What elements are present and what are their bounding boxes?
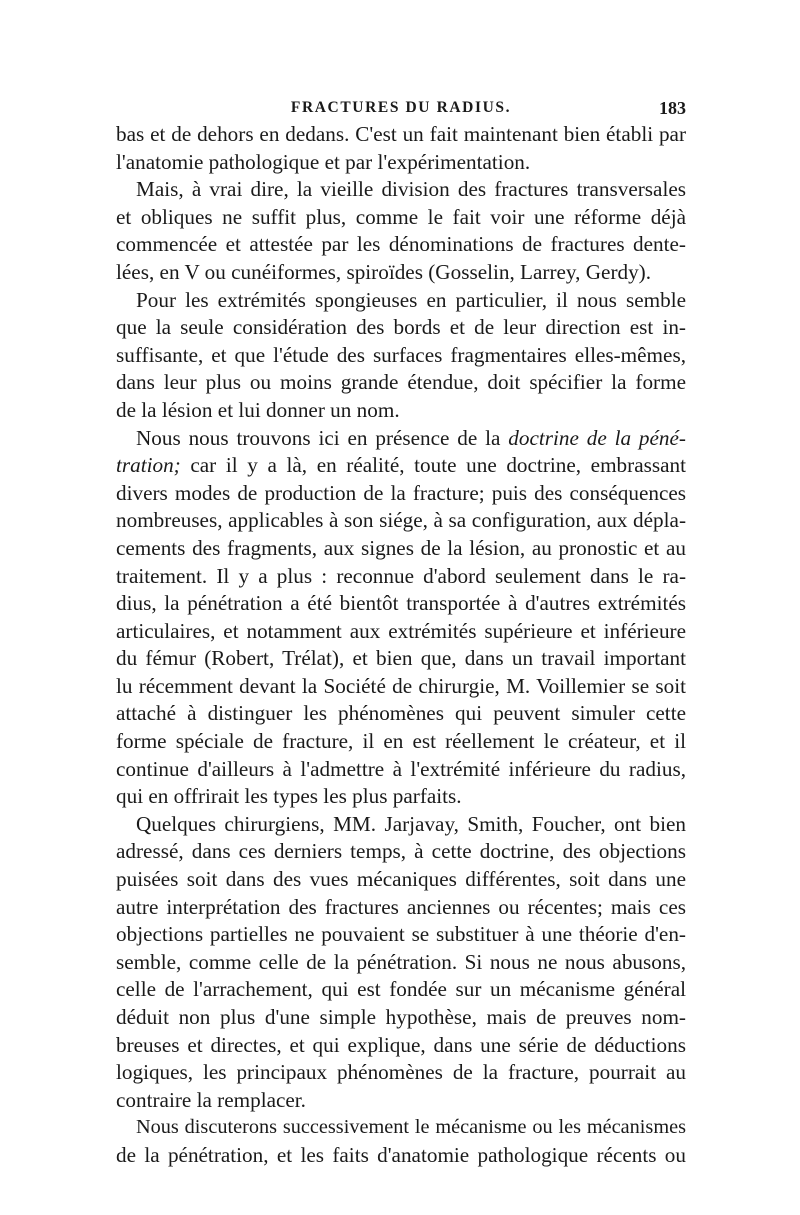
- italic-text: doctrine de la péné-: [508, 425, 686, 450]
- text-segment: dans leur plus ou moins grande étendue, doit spécifier la forme: [116, 370, 686, 395]
- text-segment: l'anatomie pathologique et par l'expérimentation.: [116, 149, 531, 174]
- text-segment: forme spéciale de fracture, il en est réellement le créateur, et il: [116, 729, 686, 754]
- text-segment: autre interprétation des fractures anciennes ou récentes; mais ces: [116, 894, 686, 919]
- text-line: [116, 535, 686, 563]
- text-segment: Nous nous trouvons ici en présence de la: [136, 425, 509, 450]
- text-segment: lu récemment devant la Société de chirurgie, M. Voillemier se soit: [116, 673, 686, 698]
- text-line: [116, 1087, 686, 1115]
- text-segment: que la seule considération des bords et de leur direction est in-: [116, 315, 686, 340]
- text-line: [116, 314, 686, 342]
- text-line: [116, 231, 686, 259]
- text-line: [116, 1032, 686, 1060]
- text-segment: Mais, à vrai dire, la vieille division des fractures transversales: [136, 177, 686, 202]
- italic-text: tration;: [116, 453, 181, 478]
- text-segment: puisées soit dans des vues mécaniques différentes, soit dans une: [116, 867, 686, 892]
- text-line: [116, 563, 686, 591]
- text-line: [116, 397, 686, 425]
- text-line: [116, 645, 686, 673]
- text-line: [116, 700, 686, 728]
- text-segment: articulaires, et notamment aux extrémités supérieure et inférieure: [116, 618, 686, 643]
- text-segment: breuses et directes, et qui explique, dans une série de déductions: [116, 1032, 686, 1057]
- text-line: [116, 783, 686, 811]
- text-line: [116, 1004, 686, 1032]
- text-segment: Quelques chirurgiens, MM. Jarjavay, Smith, Foucher, ont bien: [136, 811, 686, 836]
- text-line: [116, 287, 686, 315]
- text-segment: objections partielles ne pouvaient se substituer à une théorie d'en-: [116, 922, 686, 947]
- text-segment: car il y a là, en réalité, toute une doctrine, embrassant: [180, 453, 686, 478]
- text-line: [116, 259, 686, 287]
- text-segment: et obliques ne suffit plus, comme le fait voir une réforme déjà: [116, 204, 686, 229]
- text-segment: adressé, dans ces derniers temps, à cette doctrine, des objections: [116, 839, 686, 864]
- text-line: [116, 949, 686, 977]
- text-line: [116, 976, 686, 1004]
- text-segment: cements des fragments, aux signes de la lésion, au pronostic et au: [116, 535, 686, 560]
- text-line: [116, 1059, 686, 1087]
- text-segment: celle de l'arrachement, qui est fondée sur un mécanisme général: [116, 977, 686, 1002]
- text-line: [116, 894, 686, 922]
- text-segment: contraire la remplacer.: [116, 1087, 306, 1112]
- text-line: [116, 590, 686, 618]
- text-line: [116, 507, 686, 535]
- text-line: [116, 480, 686, 508]
- text-line: [116, 1142, 686, 1170]
- text-line: [116, 121, 686, 149]
- text-line: [116, 811, 686, 839]
- text-segment: de la lésion et lui donner un nom.: [116, 397, 400, 422]
- text-line: [116, 342, 686, 370]
- text-segment: logiques, les principaux phénomènes de la fracture, pourrait au: [116, 1060, 686, 1085]
- text-segment: traitement. Il y a plus : reconnue d'abord seulement dans le ra-: [116, 563, 686, 588]
- text-line: [116, 452, 686, 480]
- text-segment: attaché à distinguer les phénomènes qui peuvent simuler cette: [116, 701, 686, 726]
- text-line: [116, 1114, 686, 1142]
- text-segment: dius, la pénétration a été bientôt transportée à d'autres extrémités: [116, 591, 686, 616]
- text-line: [116, 866, 686, 894]
- text-segment: Pour les extrémités spongieuses en particulier, il nous semble: [136, 287, 686, 312]
- text-line: [116, 176, 686, 204]
- text-segment: semble, comme celle de la pénétration. Si nous ne nous abusons,: [116, 949, 686, 974]
- text-line: [116, 838, 686, 866]
- text-segment: qui en offrirait les types les plus parfaits.: [116, 784, 462, 809]
- text-segment: de la pénétration, et les faits d'anatomie pathologique récents ou: [116, 1142, 686, 1167]
- text-line: [116, 149, 686, 177]
- text-segment: divers modes de production de la fracture; puis des conséquences: [116, 480, 686, 505]
- text-segment: Nous discuterons successivement le mécanisme ou les mécanismes: [136, 1116, 686, 1139]
- text-segment: déduit non plus d'une simple hypothèse, mais de preuves nom-: [116, 1005, 686, 1029]
- text-line: [116, 756, 686, 784]
- text-line: [116, 425, 686, 453]
- text-line: [116, 673, 686, 701]
- page-number: 183: [659, 98, 686, 118]
- text-line: [116, 369, 686, 397]
- text-segment: nombreuses, applicables à son siége, à sa configuration, aux dépla-: [116, 508, 686, 533]
- text-line: [116, 204, 686, 232]
- text-segment: lées, en V ou cunéiformes, spiroïdes (Gosselin, Larrey, Gerdy).: [116, 259, 652, 284]
- running-head: [116, 96, 686, 120]
- text-segment: du fémur (Robert, Trélat), et bien que, dans un travail important: [116, 646, 686, 671]
- text-segment: suffisante, et que l'étude des surfaces fragmentaires elles-mêmes,: [116, 342, 686, 367]
- running-title: FRACTURES DU RADIUS.: [290, 99, 512, 116]
- body-text: [116, 121, 686, 1170]
- text-line: [116, 618, 686, 646]
- text-line: [116, 921, 686, 949]
- text-segment: continue d'ailleurs à l'admettre à l'extrémité inférieure du radius,: [116, 756, 686, 781]
- text-segment: commencée et attestée par les dénominations de fractures dente-: [116, 232, 686, 257]
- text-segment: bas et de dehors en dedans. C'est un fait maintenant bien établi par: [116, 122, 686, 146]
- text-line: [116, 728, 686, 756]
